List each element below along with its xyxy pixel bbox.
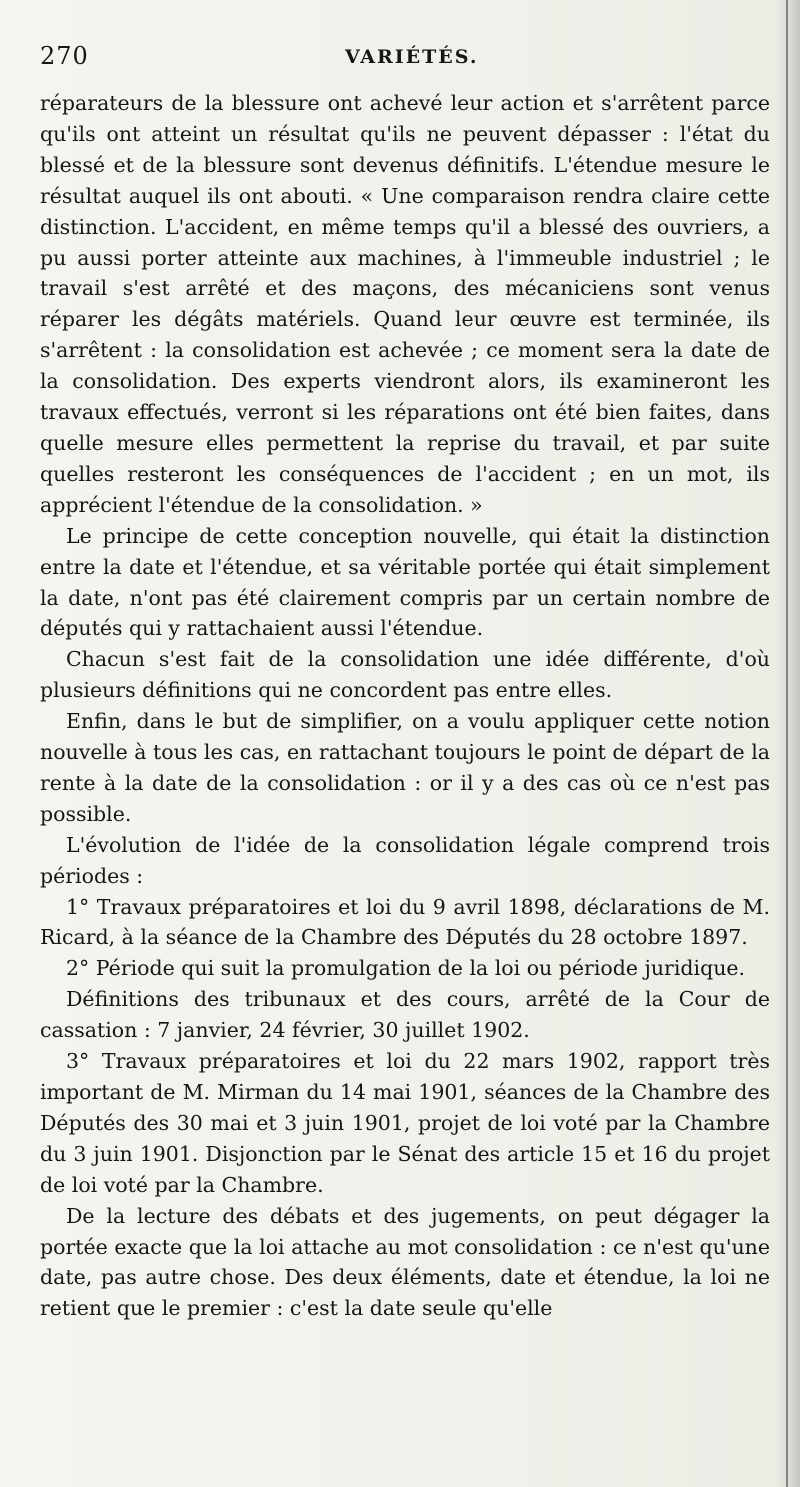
page-edge-line (786, 0, 788, 1487)
body-text (40, 88, 770, 1324)
paragraph: Chacun s'est fait de la consolidation une idée différente, d'où plusieurs définitions qui ne concordent pas entre elles. (40, 647, 770, 703)
page-header (40, 42, 780, 82)
paragraph: L'évolution de l'idée de la consolidation légale comprend trois périodes : (40, 832, 770, 888)
numbered-paragraph: 3° Travaux préparatoires et loi du 22 mars 1902, rapport très important de M. Mirman du 14 mai 1901, séances de la Chambre des Députés des 30 mai et 3 juin 1901, projet de loi voté par la Chambre du 3 juin 1901. Disjonction par le Sénat des article 15 et 16 du projet de loi voté par la Chambre. (40, 1049, 770, 1197)
paragraph: De la lecture des débats et des jugements, on peut dégager la portée exacte que la loi attache au mot consolidation : ce n'est qu'une date, pas autre chose. Des deux éléments, date et étendue, la loi ne retient que le premier : c'est la date seule qu'elle (40, 1203, 770, 1321)
page-number: 270 (40, 42, 89, 70)
paragraph-continuation: réparateurs de la blessure ont achevé leur action et s'arrêtent parce qu'ils ont atteint un résultat qu'ils ne peuvent dépasser : l'état du blessé et de la blessure sont devenus définitifs. L'étendue mesure le résultat auquel ils ont abouti. « Une comparaison rendra claire cette distinction. L'accident, en même temps qu'il a blessé des ouvriers, a pu aussi porter atteinte aux machines, à l'immeuble industriel ; le travail s'est arrêté et des maçons, des mécaniciens sont venus réparer les dégâts matériels. Quand leur œuvre est terminée, ils s'arrêtent : la consolidation est achevée ; ce moment sera la date de la consolidation. Des experts viendront alors, ils examineront les travaux effectués, verront si les réparations ont été bien faites, dans quelle mesure elles permettent la reprise du travail, et par suite quelles resteront les conséquences de l'accident ; en un mot, ils apprécient l'étendue de la consolidation. » (40, 91, 770, 517)
paragraph: Le principe de cette conception nouvelle, qui était la distinction entre la date et l'étendue, et sa véritable portée qui était simplement la date, n'ont pas été clairement compris par un certain nombre de députés qui y rattachaient aussi l'étendue. (40, 523, 770, 641)
paragraph: Enfin, dans le but de simplifier, on a voulu appliquer cette notion nouvelle à tous les cas, en rattachant toujours le point de départ de la rente à la date de la consolidation : or il y a des cas où ce n'est pas possible. (40, 709, 770, 826)
running-title: VARIÉTÉS. (345, 46, 479, 68)
numbered-paragraph: 1° Travaux préparatoires et loi du 9 avril 1898, déclarations de M. Ricard, à la séance de la Chambre des Députés du 28 octobre 1897. (40, 894, 770, 950)
numbered-paragraph: 2° Période qui suit la promulgation de la loi ou période juridique. (66, 956, 746, 981)
paragraph: Définitions des tribunaux et des cours, arrêté de la Cour de cassation : 7 janvier, 24 février, 30 juillet 1902. (40, 987, 770, 1043)
